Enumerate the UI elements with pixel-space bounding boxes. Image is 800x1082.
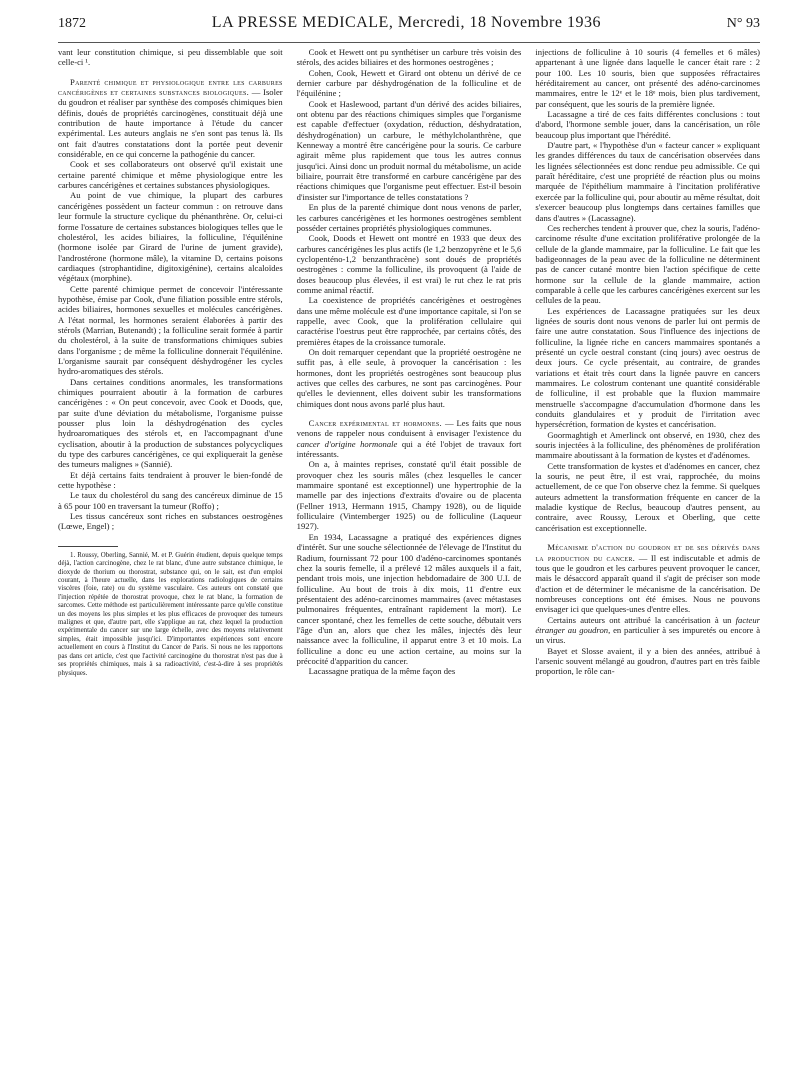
paragraph: Cette parenté chimique permet de concevoir l'intéressante hypothèse, émise par Cook, d'une filiation possible entre stérols, acides biliaires, hormones sexuelles et molécules cancérigènes. A l'état normal, les hormones seraient élaborées à partir des stérols (Marrian, Butenandt) ; la folliculine serait formée à partir du cholestérol, à la suite de transformations chimiques subies dans l'organisme ; de même la folliculine donnerait l'équilénine. L'organisme saurait par conséquent déshydrogéner les cycles hydro-aromatiques des stérols. (58, 283, 283, 377)
section-heading: Parenté chimique et physiologique entre les carbures cancérigènes et certaines substances biologiques. (58, 76, 283, 98)
paragraph-text: , en particulier à ses impuretés ou encore à un virus. (535, 624, 761, 646)
paragraph: Au point de vue chimique, la plupart des carbures cancérigènes possèdent un facteur commun : on retrouve dans leur formule la structure cyclique du phénanthrène. Or, celui-ci forme l'ossature de certaines substances biologiques telles que le cholestérol, les acides biliaires, la folliculine, l'équilénine (hormone isolée par Girard de l'urine de jument gravide), l'androstérone (hormone mâle), la vitamine D, certains poisons cardiaques (strophantidine, digitoxigénine), certains alcaloïdes végétaux (morphine). (58, 190, 283, 284)
column-2 (297, 47, 522, 678)
italic-term: facteur étranger au goudron (535, 614, 761, 635)
article-columns (58, 47, 760, 678)
section-text: — Isoler du goudron et réaliser par synthèse des composés chimiques bien définis, doués de propriétés carcinogènes, constituait déjà une contribution de haute importance à l'étude du cancer expérimental. Les auteurs anglais ne s'en sont pas tenus là. Ils ont fait d'autres constatations dont la portée peut devenir considérable, en ce qui concerne la pathogénie du cancer. (58, 87, 283, 160)
paragraph: Bayet et Slosse avaient, il y a bien des années, attribué à l'arsenic souvent mélangé au goudron, d'autres part en très faible proportion, le rôle can- (535, 645, 761, 677)
italic-term: cancer d'origine hormonale (296, 438, 398, 449)
running-title: LA PRESSE MEDICALE, Mercredi, 18 Novembre 1936 (211, 14, 601, 31)
column-1 (58, 47, 283, 678)
paragraph: La coexistence de propriétés cancérigènes et oestrogènes dans une même molécule est d'une importance capitale, si l'on se rappelle, avec Cook, que la prolifération cellulaire qui caractérise l'oestrus peut être rapprochée, par certains côtés, des premières étapes de la croissance tumorale. (296, 295, 522, 347)
paragraph-text: Certains auteurs ont attribué la cancérisation à un (547, 614, 736, 625)
paragraph: Ces recherches tendent à prouver que, chez la souris, l'adéno-carcinome résulte d'une excitation proliférative prolongée de la cellule de la glande mammaire, par la folliculine. Le fait que les badigeonnages de la peau avec de la folliculine ne déterminent pas de cancer cutané montre bien l'action spécifique de cette hormone sur la cellule de la glande mammaire, action comparable à celle que les carbures cancérigènes exercent sur les cellules de la peau. (535, 222, 761, 306)
section-text: — Il est indiscutable et admis de tous que le goudron et les carbures peuvent provoquer le cancer, mais le désaccord apparaît quand il s'agit de préciser son mode d'action et de déterminer le mécanisme de la cancérisation. De nombreuses conceptions ont été émises. Nous ne pouvons envisager ici que quelques-unes d'entre elles. (535, 552, 761, 615)
paragraph: Les expériences de Lacassagne pratiquées sur les deux lignées de souris dont nous venons de parler lui ont permis de faire une autre constatation. Sous l'influence des injections de folliculine, la lignée riche en cancers mammaires spontanés a présenté un cycle oestral constant (cinq jours) avec oestrus de deux jours. Ce cycle présentait, au contraire, de grandes variations et était très court dans la lignée pauvre en cancers mammaires. Le colostrum contenant une quantité considérable de folliculine, il est probable que la fluxion mammaire menstruelle s'accompagne d'accumulation d'hormone dans les conduits glandulaires et y produit de l'irritation avec hypersécrétion, formation de kystes et cancérisation. (535, 305, 761, 430)
column-3 (535, 47, 760, 678)
section-text: — Les faits que nous venons de rappeler nous conduisent à envisager l'existence du (296, 418, 522, 439)
header-rule (58, 42, 760, 43)
paragraph: Cook, Doods et Hewett ont montré en 1933 que deux des carbures cancérigènes les plus actifs (le 1,2 benzopyrène et le 5,6 cyclopenténo-1,2 benzanthracène) sont doués de propriétés oestrogènes : comme la folliculine, ils provoquent (à l'aide de doses beaucoup plus élevées, il est vrai) le rut chez le rat pris comme animal réactif. (296, 233, 522, 295)
footnote-rule (58, 546, 118, 547)
section-paragraph (58, 77, 283, 160)
section-paragraph (297, 418, 522, 459)
paragraph: En plus de la parenté chimique dont nous venons de parler, les carbures cancérigènes et les hormones oestrogènes semblent posséder certaines propriétés physiologiques communes. (296, 202, 522, 233)
running-header (58, 14, 760, 40)
paragraph: Goormaghtigh et Amerlinck ont observé, en 1930, chez des souris injectées à la folliculine, des phénomènes de prolifération mammaire aboutissant à la formation de kystes et d'adénomes. (535, 429, 761, 461)
paragraph: Lacassagne a tiré de ces faits différentes conclusions : tout d'abord, l'hormone semble jouer, dans la cancérisation, un rôle beaucoup plus important que l'hérédité. (535, 109, 761, 140)
paragraph: Le taux du cholestérol du sang des cancéreux diminue de 15 à 65 pour 100 en traversant la tumeur (Roffo) ; (58, 490, 283, 511)
paragraph: Les tissus cancéreux sont riches en substances oestrogènes (Lœwe, Engel) ; (58, 511, 283, 532)
paragraph: vant leur constitution chimique, si peu dissemblable que soit celle-ci ¹. (58, 47, 283, 68)
paragraph: Cohen, Cook, Hewett et Girard ont obtenu un dérivé de ce dernier carbure par déshydrogénation de la folliculine et de l'équilénine ; (296, 67, 522, 99)
footnote: 1. Roussy, Oberling, Sannié, M. et P. Guérin étudient, depuis quelque temps déjà, l'action carcinogène, chez le rat blanc, d'une autre substance chimique, le dioxyde de thorium ou thorostrat, substance qui, on le sait, est d'un emploi courant, à l'heure actuelle, dans les explorations radiologiques de certains viscères (foie, rate) ou du système vasculaire. Ces auteurs ont constaté que l'injection répétée de thorostrat provoque, chez le rat blanc, la formation de sarcomes. Cette méthode est particulièrement intéressante parce qu'elle constitue un des moyens les plus simples et les plus efficaces de provoquer des tumeurs malignes et que, d'autre part, elle s'applique au rat, chez lequel la production expérimentale du cancer sur une large échelle, avec des moyens relativement simples, était impossible jusqu'ici. D'importantes expériences sont encore actuellement en cours à l'Institut du Cancer de Paris. Si nous ne les rapportons pas dans cet article, c'est que l'activité carcinogène du thorostrat n'est pas due à ses propriétés chimiques, mais à sa radioactivité, c'est-à-dire à ses propriétés physiques. (58, 551, 283, 677)
paragraph: Cook et ses collaborateurs ont observé qu'il existait une certaine parenté chimique et même physiologique entre les carbures cancérigènes et certaines substances physiologiques. (58, 159, 283, 191)
page-number: 1872 (58, 16, 86, 31)
section-heading: Cancer expérimental et hormones. (308, 418, 442, 429)
paragraph: On doit remarquer cependant que la propriété oestrogène ne suffit pas, à elle seule, à provoquer la cancérisation : les hormones, dont les propriétés oestrogènes sont beaucoup plus actives que celles des carbures, ne sont pas carcinogènes. Pour qu'elles le deviennent, elles doivent subir les transformations chimiques dont nous avons parlé plus haut. (296, 346, 522, 409)
paragraph: Cook et Hewett ont pu synthétiser un carbure très voisin des stérols, des acides biliaires et des hormones oestrogènes ; (296, 47, 522, 68)
paragraph: Dans certaines conditions anormales, les transformations chimiques pourraient aboutir à la formation de carbures cancérigènes : « On peut concevoir, avec Cook et Doods, que, par suite d'une déviation du métabolisme, l'organisme puisse pousser plus loin la déshydrogénation des cycles hydroaromatiques des stérols et, en l'accompagnant d'une cyclisation, aboutir à la production de substances polycycliques du type des carbures cancérigènes, ce qui expliquerait la genèse des tumeurs malignes » (Sannié). (58, 376, 283, 470)
paragraph (535, 615, 760, 646)
paragraph: Cette transformation de kystes et d'adénomes en cancer, chez la souris, ne peut être, il est vrai, rapprochée, du moins actuellement, de ce que l'on observe chez la femme. Si quelques auteurs admettent la transformation fréquente en cancer de la maladie kystique de Reclus, beaucoup d'autres pensent, au contraire, avec Roussy, Leroux et Oberling, que cette cancérisation est exceptionnelle. (535, 460, 761, 533)
section-text: qui a été l'objet de travaux fort intéressants. (296, 438, 522, 460)
paragraph: Lacassagne pratiqua de la même façon des (308, 666, 456, 677)
paragraph: injections de folliculine à 10 souris (4 femelles et 6 mâles) appartenant à une lignée dans laquelle le cancer était rare : 2 pour 100. Les 10 souris, bien que supposées réfractaires héréditairement au cancer, ont présenté des adéno-carcinomes mammaires, entre le 12ᵉ et le 18ᵉ mois, bien plus tardivement, par conséquent, que les souris de la première lignée. (535, 47, 761, 109)
paragraph: On a, à maintes reprises, constaté qu'il était possible de provoquer chez les souris mâles (chez lesquelles le cancer mammaire spontané est exceptionnel) une hypertrophie de la mamelle par des injections d'extraits d'ovaire ou de placenta (Fellner 1913, Hermann 1915, Champy 1928), ou de liquide folliculaire (Vintemberger 1925) ou de folliculine (Laqueur 1927). (296, 459, 522, 532)
section-heading: Mécanisme d'action du goudron et de ses dérivés dans la production du cancer. (535, 542, 761, 563)
paragraph: En 1934, Lacassagne a pratiqué des expériences dignes d'intérêt. Sur une souche sélectionnée de l'élevage de l'Institut du Radium, fournissant 72 pour 100 d'adéno-carcinomes spontanés chez la souris femelle, il a prélevé 12 mâles auxquels il a fait, pendant trois mois, une injection hebdomadaire de 300 U.I. de folliculine. Au bout de trois à dix mois, 11 d'entre eux présentaient des adéno-carcinomes mammaires (avec métastases pulmonaires fréquentes, entraînant rapidement la mort). Le cancer spontané, chez les femelles de cette souche, débutait vers l'âge d'un an, alors que chez les mâles, injectés dès leur naissance avec la folliculine, il apparut entre 3 et 10 mois. La folliculine a donc eu une action certaine, au moins sur la précocité d'apparition du cancer. (296, 531, 522, 666)
paragraph: Et déjà certains faits tendraient à prouver le bien-fondé de cette hypothèse : (58, 469, 283, 491)
paragraph: Cook et Haslewood, partant d'un dérivé des acides biliaires, ont obtenu par des réactions chimiques simples que l'organisme est capable d'effectuer (oxydation, réduction, déshydratation, déshydrogénation) un carbure, le méthylcholanthrène, que Kenneway a montré être cancérigène pour la souris. Ce carbure agirait même plus rapidement que tous les autres connus jusqu'ici. Ainsi donc un produit normal du métabolisme, un acide biliaire, pourrait être transformé en carbure cancérigène par des réactions chimiques que l'organisme peut effectuer. Est-il besoin d'insister sur l'importance de telles constatations ? (296, 98, 522, 202)
paragraph: D'autre part, « l'hypothèse d'un « facteur cancer » expliquant les grandes différences du taux de cancérisation observées dans les lignées sélectionnées est donc rendue peu admissible. Ce qui paraît héréditaire, c'est une propriété de réaction plus ou moins marquée de l'épithélium mammaire à l'incitation proliférative exercée par la folliculine qui, pour aboutir au même résultat, doit s'exercer beaucoup plus longtemps dans certaines familles que dans d'autres » (Lacassagne). (535, 140, 761, 223)
section-paragraph (535, 542, 760, 614)
issue-number: N° 93 (726, 16, 760, 31)
